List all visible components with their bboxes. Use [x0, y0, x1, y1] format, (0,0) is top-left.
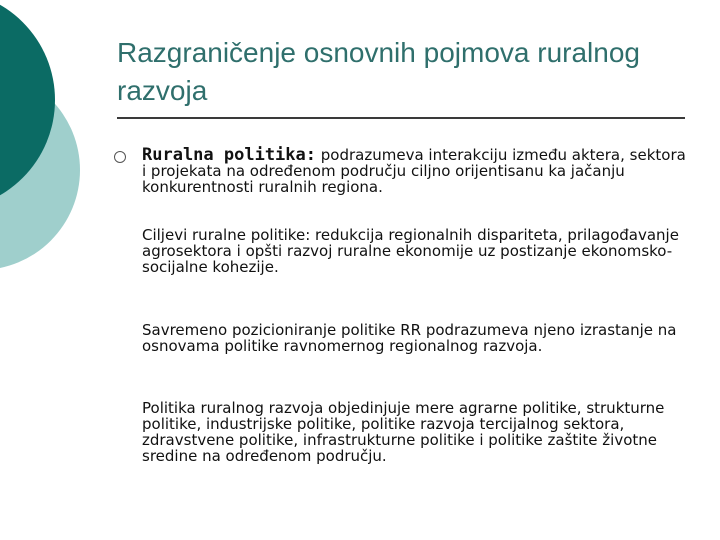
paragraph-rural-policy	[142, 147, 687, 195]
hollow-circle-bullet-icon	[114, 151, 126, 163]
paragraph-policy-goals	[142, 227, 687, 275]
paragraph-modern-positioning: Savremeno pozicioniranje politike RR podrazumeva njeno izrastanje na osnovama politike ravnomernog regionalnog razvoja.	[142, 321, 677, 355]
title-divider	[117, 117, 685, 119]
decorative-circles	[0, 0, 110, 300]
paragraph-policy-measures: Politika ruralnog razvoja objedinjuje mere agrarne politike, strukturne politike, industrijske politike, politike razvoja tercijalnog sektora, zdravstvene politike, infrastrukturne politike i politike zaštite životne sredine na određenom području.	[142, 399, 665, 465]
term-policy-goals: Ciljevi ruralne politike	[142, 226, 306, 244]
paragraph-text: podrazumeva interakciju između aktera, sektora i projekata na određenom području ciljno orijentisanu ka jačanju konkurentnosti ruralnih regiona.	[142, 146, 686, 196]
term-rural-policy: Ruralna politika:	[142, 145, 316, 165]
paragraph-text: : redukcija regionalnih dispariteta, prilagođavanje agrosektora i opšti razvoj ruralne ekonomije uz postizanje ekonomsko-socijalne kohezije.	[142, 226, 679, 276]
slide-title: Razgraničenje osnovnih pojmova ruralnog razvoja	[117, 37, 640, 106]
